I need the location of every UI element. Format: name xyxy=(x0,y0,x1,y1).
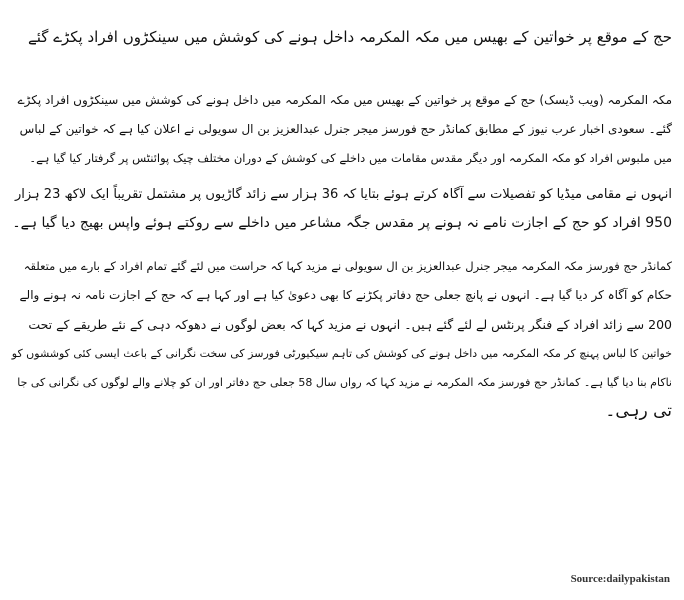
paragraph-line: خواتین کا لباس پہنچ کر مکہ المکرمہ میں داخل ہونے کی کوشش کی تاہم سیکیورٹی فورسز کی سخت نگرانی کے باعث ایسی کئی کوششوں کو xyxy=(11,347,672,360)
paragraph-line: 950 افراد کو حج کے اجازت نامے نہ ہونے پر مقدس جگہ مشاعر میں داخلے سے روکتے ہوئے واپس بھیج دیا گیا ہے۔ xyxy=(12,215,672,231)
article xyxy=(12,0,672,426)
paragraph-line: 200 سے زائد افراد کے فنگر پرنٹس لے لئے گئے ہیں۔ انہوں نے مزید کہا کہ بعض لوگوں نے دھوکہ دہی کے نئے طریقے کے تحت xyxy=(28,317,672,332)
paragraph-line: کمانڈر حج فورسز مکہ المکرمہ میجر جنرل عبدالعزیز بن ال سویولی نے مزید کہا کہ حراست میں لئے گئے تمام افراد کے بارے میں متعلقہ xyxy=(23,259,672,273)
article-headline: حج کے موقع پر خواتین کے بھیس میں مکہ المکرمہ داخل ہونے کی کوشش میں سینکڑوں افراد پکڑے گئے xyxy=(27,28,672,46)
paragraph-line: حکام کو آگاہ کر دیا گیا ہے۔ انہوں نے پانچ جعلی حج دفاتر پکڑنے کا بھی دعویٰ کیا ہے اور کہا ہے کہ حج کے اجازت نامہ نہ ہونے والے xyxy=(19,288,672,302)
article-paragraph xyxy=(12,86,672,173)
paragraph-line: مکہ المکرمہ (ویب ڈیسک) حج کے موقع پر خواتین کے بھیس میں مکہ المکرمہ میں داخل ہونے کی کوشش میں سینکڑوں افراد پکڑے xyxy=(17,93,672,107)
paragraph-line: میں ملبوس افراد کو مکہ المکرمہ اور دیگر مقدس مقامات میں داخلے کی کوشش کے دوران مختلف چیک پوائنٹس پر گرفتار کیا گیا ہے۔ xyxy=(29,151,672,165)
paragraph-line: گئے۔ سعودی اخبار عرب نیوز کے مطابق کمانڈر حج فورسز میجر جنرل عبدالعزیز بن ال سویولی نے اعلان کیا ہے کہ خواتین کے لباس xyxy=(19,122,672,136)
article-paragraph xyxy=(12,180,672,238)
article-paragraph xyxy=(12,252,672,426)
paragraph-line: ناکام بنا دیا گیا ہے۔ کمانڈر حج فورسز مکہ المکرمہ نے مزید کہا کہ رواں سال 58 جعلی حج دفاتر اور ان کو چلانے والے لوگوں کی نگرانی کی جا xyxy=(17,376,672,389)
paragraph-line: انہوں نے مقامی میڈیا کو تفصیلات سے آگاہ کرتے ہوئے بتایا کہ 36 ہزار سے زائد گاڑیوں پر مشتمل تقریباً ایک لاکھ 23 ہزار xyxy=(14,187,672,202)
source-credit: Source:dailypakistan xyxy=(570,573,670,585)
paragraph-line: تی رہی۔ xyxy=(605,401,672,421)
